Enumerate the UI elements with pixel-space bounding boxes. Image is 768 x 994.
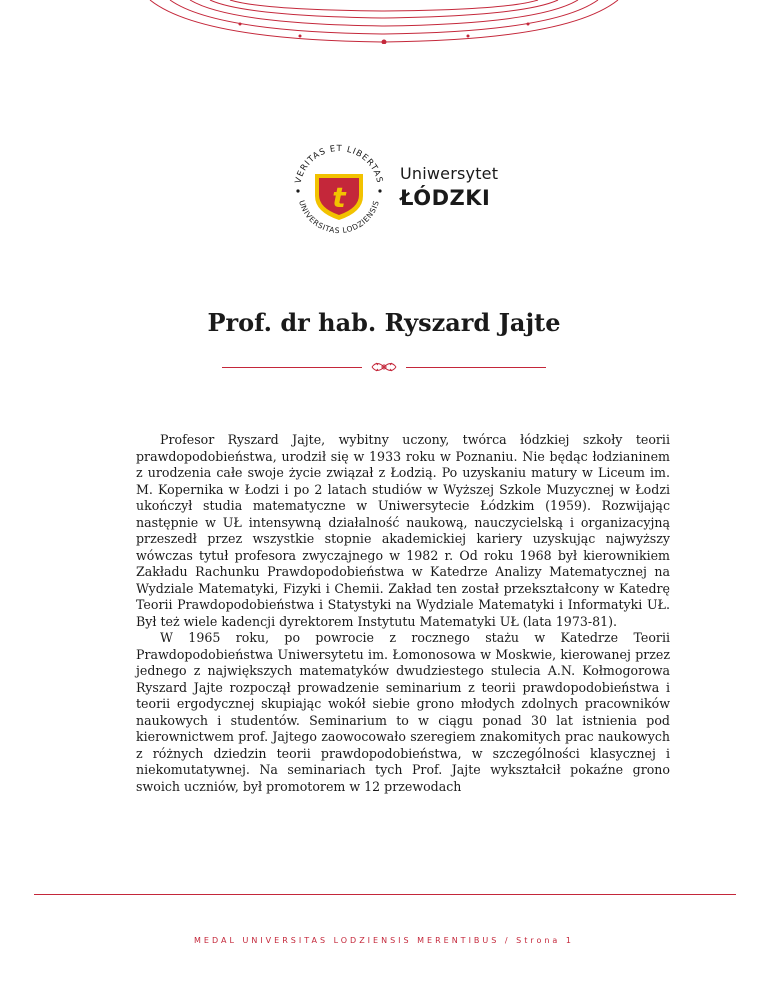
divider-flourish-icon xyxy=(370,358,398,376)
page-footer: MEDAL UNIVERSITAS LODZIENSIS MERENTIBUS / Strona 1 xyxy=(194,936,574,945)
university-seal-icon xyxy=(284,134,394,244)
title-divider xyxy=(222,358,546,376)
seal-top-text: VERITAS ET LIBERTAS xyxy=(293,143,385,185)
body-paragraph: W 1965 roku, po powrocie z rocznego stażu w Katedrze Teorii Prawdopodobieństwa Uniwersytetu im. Łomonosowa w Moskwie, kierowanej przez jednego z największych matematyków dwudziestego stulecia A.N. Kołmogorowa Ryszard Jajte rozpoczął prowadzenie seminarium z teorii prawdopodobieństwa i teorii ergodycznej skupiając wokół siebie grono młodych zdolnych pracowników naukowych i studentów. Seminarium to w ciągu ponad 30 lat istnienia pod kierownictwem prof. Jajtego zaowocowało szeregiem znakomitych prac naukowych z różnych dziedzin teorii prawdopodobieństwa, w szczególności klasycznej i niekomutatywnej. Na seminariach tych Prof. Jajte wykształcił pokaźne grono swoich uczniów, był promotorem w 12 przewodach xyxy=(136,630,670,794)
seal-letter: t xyxy=(332,181,346,214)
decorative-ornament-top xyxy=(0,0,768,44)
footer-divider xyxy=(34,894,736,895)
divider-line-left xyxy=(222,367,362,368)
university-logo xyxy=(284,134,504,244)
divider-line-right xyxy=(406,367,546,368)
body-paragraph: Profesor Ryszard Jajte, wybitny uczony, twórca łódzkiej szkoły teorii prawdopodobieństwa, urodził się w 1933 roku w Poznaniu. Nie będąc łodzianinem z urodzenia całe swoje życie związał z Łodzią. Po uzyskaniu matury w Liceum im. M. Kopernika w Łodzi i po 2 latach studiów w Wyższej Szkole Muzycznej w Łodzi ukończył studia matematyczne w Uniwersytecie Łódzkim (1959). Rozwijając następnie w UŁ intensywną działalność naukową, nauczycielską i organizacyjną przeszedł przez wszystkie stopnie akademickiej kariery uzyskując najwyższy wówczas tytuł profesora zwyczajnego w 1982 r. Od roku 1968 był kierownikiem Zakładu Rachunku Prawdopodobieństwa w Katedrze Analizy Matematycznej na Wydziale Matematyki, Fizyki i Chemii. Zakład ten został przekształcony w Katedrę Teorii Prawdopodobieństwa i Statystyki na Wydziale Matematyki i Informatyki UŁ. Był też wiele kadencji dyrektorem Instytutu Matematyki UŁ (lata 1973-81). xyxy=(136,432,670,629)
seal-bottom-text: UNIVERSITAS LODZIENSIS xyxy=(297,199,381,236)
document-body xyxy=(136,432,670,795)
wordmark-line-1: Uniwersytet xyxy=(400,164,499,183)
page-title: Prof. dr hab. Ryszard Jajte xyxy=(207,308,561,337)
wordmark-line-2: ŁÓDZKI xyxy=(400,186,491,210)
